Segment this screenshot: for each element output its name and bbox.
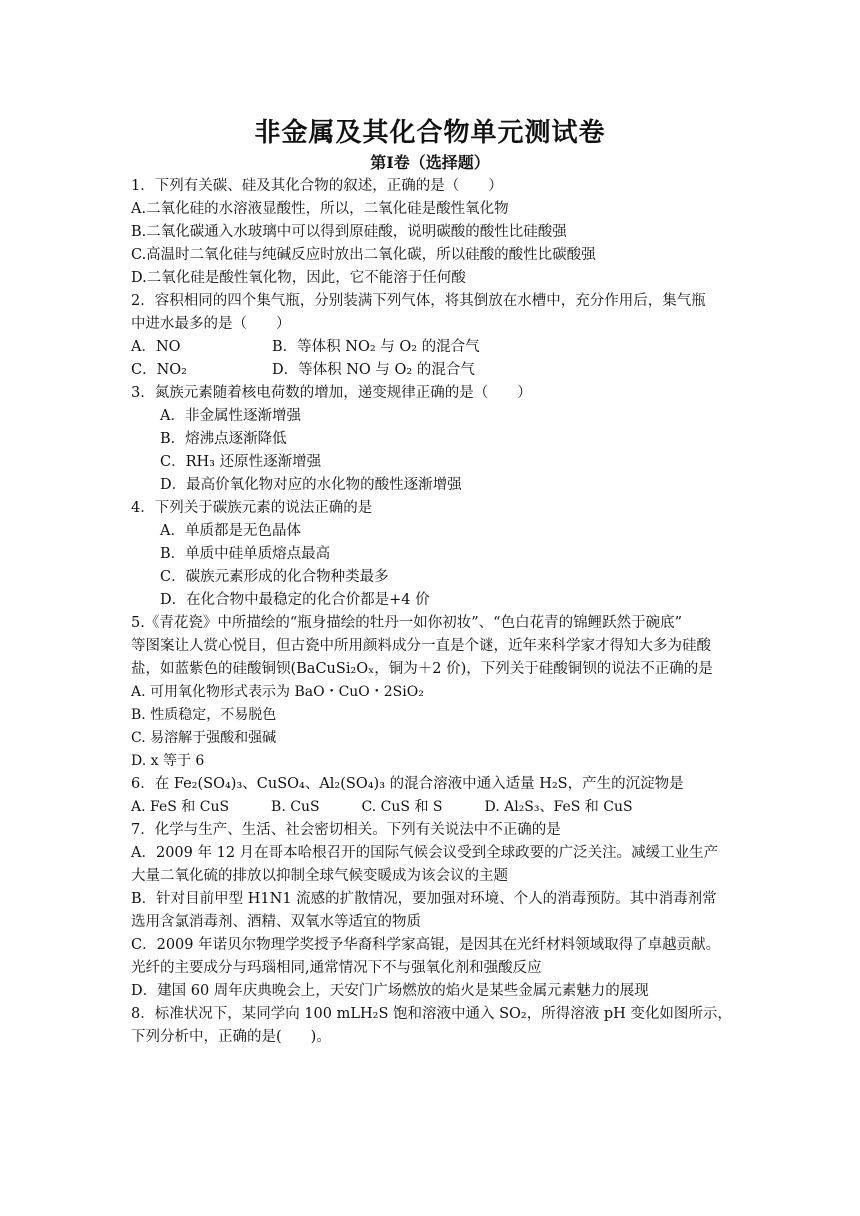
q3-option-c: C．RH₃ 还原性逐渐增强 <box>160 454 322 470</box>
question-5-stem-cont-2: 盐，如蓝紫色的硅酸铜钡(BaCuSi₂Oₓ，铜为＋2 价)，下列关于硅酸铜钡的说法不正确的是 <box>131 661 713 677</box>
q7-option-d: D．建国 60 周年庆典晚会上，天安门广场燃放的焰火是某些金属元素魅力的展现 <box>131 983 649 999</box>
question-6-stem: 6．在 Fe₂(SO₄)₃、CuSO₄、Al₂(SO₄)₃ 的混合溶液中通入适量 H₂S，产生的沉淀物是 <box>131 776 684 792</box>
q7-option-b: B．针对目前甲型 H1N1 流感的扩散情况，要加强对环境、个人的消毒预防。其中消毒剂常 <box>131 891 717 907</box>
question-8-stem: 8．标准状况下，某同学向 100 mLH₂S 饱和溶液中通入 SO₂，所得溶液 pH 变化如图所示， <box>131 1006 732 1022</box>
q7-option-c-cont: 光纤的主要成分与玛瑙相同,通常情况下不与强氧化剂和强酸反应 <box>131 960 542 976</box>
q1-option-c: C.高温时二氧化硅与纯碱反应时放出二氧化碳，所以硅酸的酸性比碳酸强 <box>131 247 596 263</box>
q6-options: A. FeS 和 CuS B. CuS C. CuS 和 S D. Al₂S₃、FeS 和 CuS <box>131 799 633 815</box>
q2-option-b: B．等体积 NO₂ 与 O₂ 的混合气 <box>272 339 480 355</box>
q3-option-b: B．熔沸点逐渐降低 <box>160 431 287 447</box>
q4-option-a: A．单质都是无色晶体 <box>160 523 301 539</box>
question-1-stem: 1．下列有关碳、硅及其化合物的叙述，正确的是（ ） <box>131 178 503 194</box>
q5-option-d: D. x 等于 6 <box>131 753 205 769</box>
q2-option-d: D．等体积 NO 与 O₂ 的混合气 <box>272 362 475 378</box>
q4-option-d: D．在化合物中最稳定的化合价都是+4 价 <box>160 592 430 608</box>
question-4-stem: 4．下列关于碳族元素的说法正确的是 <box>131 500 373 516</box>
question-8-stem-cont: 下列分析中，正确的是( )。 <box>131 1029 331 1045</box>
q1-option-b: B.二氧化碳通入水玻璃中可以得到原硅酸，说明碳酸的酸性比硅酸强 <box>131 224 567 240</box>
q3-option-a: A．非金属性逐渐增强 <box>160 408 301 424</box>
question-3-stem: 3．氮族元素随着核电荷数的增加，递变规律正确的是（ ） <box>131 385 532 401</box>
section-heading: 第Ⅰ卷（选择题） <box>370 153 490 172</box>
q7-option-a: A．2009 年 12 月在哥本哈根召开的国际气候会议受到全球政要的广泛关注。减缓工业生产 <box>131 845 719 861</box>
q2-option-a: A．NO <box>131 339 181 355</box>
q2-option-c: C．NO₂ <box>131 362 187 378</box>
question-5-stem: 5.《青花瓷》中所描绘的“瓶身描绘的牡丹一如你初妆”、“色白花青的锦鲤跃然于碗底” <box>131 615 682 631</box>
question-5-stem-cont-1: 等图案让人赏心悦目，但古瓷中所用颜料成分一直是个谜，近年来科学家才得知大多为硅酸 <box>131 638 711 654</box>
q5-option-a: A. 可用氧化物形式表示为 BaO・CuO・2SiO₂ <box>131 684 424 700</box>
question-2-stem-cont: 中进水最多的是（ ） <box>131 316 291 332</box>
question-7-stem: 7．化学与生产、生活、社会密切相关。下列有关说法中不正确的是 <box>131 822 561 838</box>
q4-option-c: C．碳族元素形成的化合物种类最多 <box>160 569 389 585</box>
page-title: 非金属及其化合物单元测试卷 <box>254 118 606 148</box>
q1-option-a: A.二氧化硅的水溶液显酸性，所以，二氧化硅是酸性氧化物 <box>131 201 509 217</box>
q7-option-c: C．2009 年诺贝尔物理学奖授予华裔科学家高锟，是因其在光纤材料领域取得了卓越贡献。 <box>131 937 721 953</box>
q7-option-a-cont: 大量二氧化硫的排放以抑制全球气候变暖成为该会议的主题 <box>131 868 508 884</box>
q4-option-b: B．单质中硅单质熔点最高 <box>160 546 331 562</box>
q7-option-b-cont: 选用含氯消毒剂、酒精、双氧水等适宜的物质 <box>131 914 421 930</box>
q1-option-d: D.二氧化硅是酸性氧化物，因此，它不能溶于任何酸 <box>131 270 466 286</box>
q5-option-c: C. 易溶解于强酸和强碱 <box>131 730 277 746</box>
question-2-stem: 2．容积相同的四个集气瓶，分别装满下列气体，将其倒放在水槽中，充分作用后，集气瓶 <box>131 293 706 309</box>
q5-option-b: B. 性质稳定，不易脱色 <box>131 707 277 723</box>
q3-option-d: D．最高价氧化物对应的水化物的酸性逐渐增强 <box>160 477 462 493</box>
